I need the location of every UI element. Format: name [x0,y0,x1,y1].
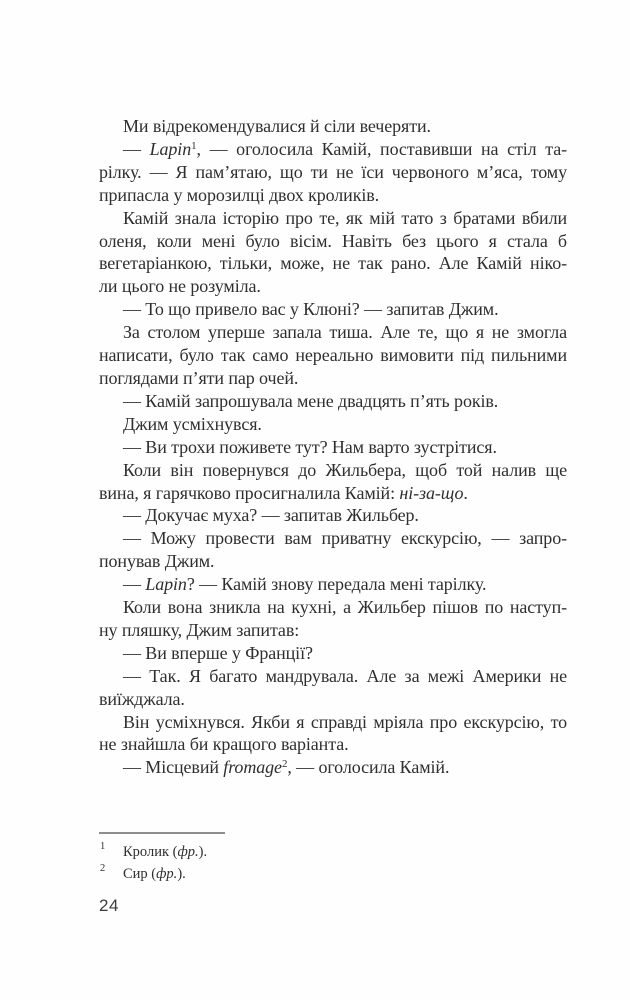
footnotes-block [99,841,567,885]
text-line [99,321,567,344]
text-run: ). [177,866,186,882]
text-line [99,459,567,482]
text-line [99,367,567,390]
text-run: вина, я гарячково просигналила Камій: [99,482,400,503]
italic-text-run: Lapin [149,138,192,159]
text-line [99,230,567,253]
text-run: , — оголосила Камій, поставивши на стіл та- [196,138,567,159]
italic-text-run: fromage [223,757,282,778]
text-run: ). [198,844,208,860]
text-line [99,756,567,779]
text-line [99,504,567,527]
text-line [99,161,567,184]
text-line [99,550,567,573]
text-run: поглядами п’яти пар очей. [99,367,299,388]
text-run: — Можу провести вам приватну екскурсію, — запро- [123,528,567,549]
text-line [99,115,567,138]
text-line [99,482,567,505]
text-run: Він усміхнувся. Якби я справді мріяла про екскурсію, то [123,711,567,732]
text-line [99,298,567,321]
italic-text-run: Lapin [145,574,187,595]
text-run: За столом уперше запала тиша. Але те, що я не змогла [123,322,567,343]
italic-text-run: ні-за-що [399,482,464,503]
text-run: виїжджала. [99,688,185,709]
text-line [99,642,567,665]
text-line [99,688,567,711]
text-line [99,252,567,275]
text-run: вегетаріанкою, тільки, може, не так рано. Але Камій ніко- [99,253,567,274]
footnote: 2 Сир (фр.). [100,863,186,882]
text-run: — Місцевий [123,757,224,778]
text-run: рілку. — Я пам’ятаю, що ти не їси червоного м’яса, тому [99,161,567,182]
italic-text-run: фр. [156,866,178,882]
text-run: припасла у морозилці двох кроликів. [99,184,380,205]
text-line [99,733,567,756]
page-number: 24 [99,896,119,915]
text-run: , — оголосила Камій. [287,757,450,778]
text-run: — То що привело вас у Клюні? — запитав Джим. [123,299,499,320]
text-line [99,275,567,298]
footnote-reference: 1 [191,139,197,152]
text-run: не знайшла би кращого варіанта. [99,734,349,755]
text-run: Ми відрекомендувалися й сіли вечеряти. [123,116,431,136]
footnote-reference: 2 [281,758,288,771]
text-run: Сир ( [123,866,157,882]
text-line [99,184,567,207]
text-line [99,413,567,436]
footnote-separator-rule [99,832,225,834]
text-run: понував Джим. [99,551,215,572]
text-run: — Так. Я багато мандрувала. Але за межі Америки не [123,665,567,686]
text-run: — Камій запрошувала мене двадцять п’ять років. [123,390,499,411]
text-run: ли цього не розуміла. [99,276,261,297]
text-line [99,596,567,619]
text-run: — Ви трохи поживете тут? Нам варто зустрітися. [123,436,497,457]
text-run: — [123,574,146,595]
text-line [99,436,567,459]
text-run: — [123,138,150,159]
text-line [99,573,567,596]
text-run: ну пляшку, Джим запитав: [99,619,300,640]
text-run: ? — Камій знову передала мені тарілку. [186,574,487,595]
text-line [99,619,567,642]
text-run: Коли він повернувся до Жильбера, щоб той налив ще [123,459,567,480]
text-line [99,344,567,367]
text-run: . [463,482,468,503]
italic-text-run: фр. [177,844,199,860]
text-line [99,207,567,230]
text-line [99,711,567,734]
text-run: — Докучає муха? — запитав Жильбер. [123,505,419,526]
body-text [99,115,567,779]
text-run: Джим усміхнувся. [123,413,262,434]
footnote: 1 Кролик (фр.). [100,841,208,860]
text-run: Кролик ( [123,844,178,860]
text-line [99,665,567,688]
text-run: оленя, коли мені було вісім. Навіть без цього я стала б [99,230,567,251]
text-run: Камій знала історію про те, як мій тато з братами вбили [123,207,567,228]
text-run: написати, було так само нереально вимовити під пильними [99,345,567,366]
text-line [99,138,567,161]
text-line [99,527,567,550]
text-run: — Ви вперше у Франції? [123,642,313,663]
text-run: Коли вона зникла на кухні, а Жильбер пішов по наступ- [123,597,567,618]
text-line [99,390,567,413]
